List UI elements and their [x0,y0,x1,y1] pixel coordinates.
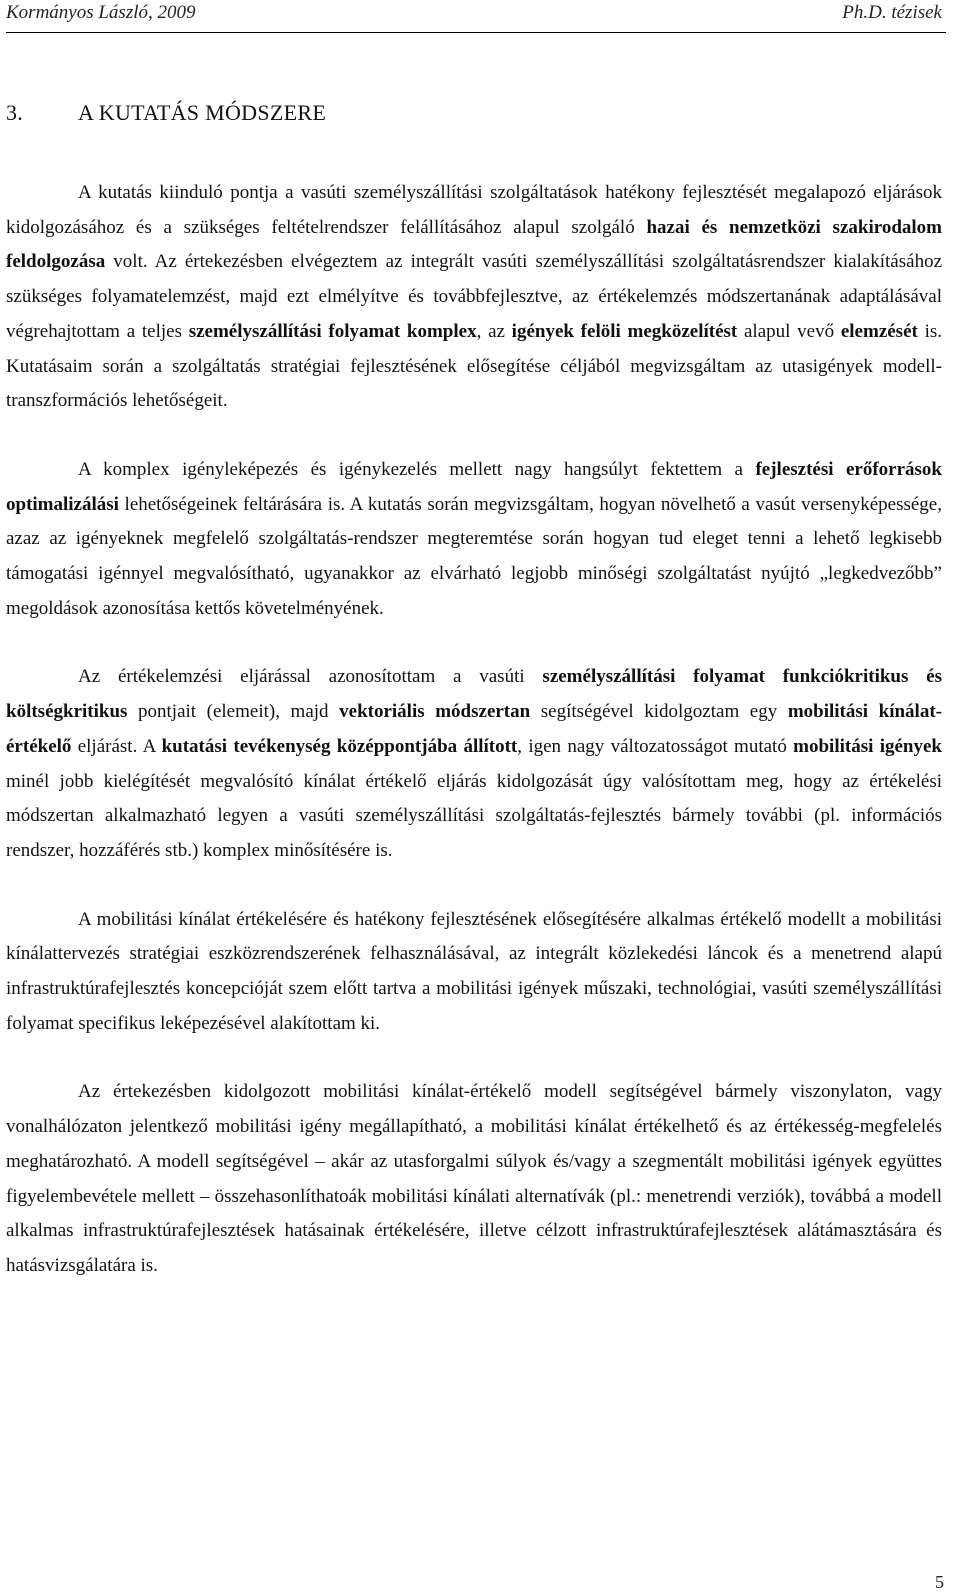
bold-text-run: igények felöli megközelítést [511,320,738,342]
body-text [6,176,942,1318]
bold-text-run: mobilitási igények [793,735,942,757]
text-run: Az értékelemzési eljárással azonosítottam a vasúti [78,666,543,688]
text-run: lehetőségeinek feltárására is. A kutatás során megvizsgáltam, hogyan növelhető a vasút versenyképessége, azaz az igényeknek megfelelő szolgáltatás-rendszer megteremtése során hogyan tud eleget tenni a lehető legkisebb támogatási igénnyel megvalósítható, ugyanakkor az elvárható legjobb minőségi szolgáltatást nyújtó „legkedvezőbb” megoldások azonosítása kettős követelményének. [6,493,942,619]
text-run: A komplex igényleképezés és igénykezelés mellett nagy hangsúlyt fektettem a [78,458,756,480]
text-run: , az [476,320,512,342]
paragraph [6,1075,942,1283]
paragraph [6,660,942,868]
bold-text-run: hazai és nemzetközi szakirodalom feldolgozása [6,216,942,273]
paragraph [6,903,942,1042]
text-run: Az értekezésben kidolgozott mobilitási kínálat-értékelő modell segítségével bármely viszonylaton, vagy vonalhálózaton jelentkező mobilitási igény megállapítható, a mobilitási kínálat értékelhető és az értékesség-megfelelés meghatározható. A modell segítségével – akár az utasforgalmi súlyok és/vagy a szegmentált mobilitási igények együttes figyelembevétele mellett – összehasonlíthatoák mobilitási kínálati alternatívák (pl.: menetrendi verziók), továbbá a modell alkalmas infrastruktúrafejlesztések hatásainak értékelésére, illetve célzott infrastruktúrafejlesztések alátámasztására és hatásvizsgálatára is. [6,1081,942,1276]
bold-text-run: kutatási tevékenység középpontjába állított [161,735,518,757]
text-run: volt. Az értekezésben elvégeztem az integrált vasúti személyszállítási szolgáltatásrendszer kialakításához szükséges folyamatelemzést, majd ezt elmélyítve és továbbfejlesztve, az értékelemzés módszertanának adaptálásával végrehajtottam a teljes [6,251,942,342]
page-header [6,2,946,33]
bold-text-run: elemzését [840,320,918,342]
text-run: alapul vevő [737,320,841,342]
paragraph [6,176,942,419]
text-run: , igen nagy változatosságot mutató [517,735,794,757]
section-title: A KUTATÁS MÓDSZERE [78,100,327,125]
header-author: Kormányos László, 2009 [6,2,196,23]
paragraph [6,453,942,627]
text-run: eljárást. A [71,735,162,757]
bold-text-run: fejlesztési erőforrások optimalizálási [6,458,942,515]
text-run: A kutatás kiinduló pontja a vasúti személyszállítási szolgáltatások hatékony fejlesztését megalapozó eljárások kidolgozásához és a szükséges feltételrendszer felállításához alapul szolgáló [6,182,942,238]
page-number: 5 [935,1572,944,1592]
bold-text-run: vektoriális módszertan [339,701,531,723]
text-run: segítségével kidolgoztam egy [530,701,788,723]
bold-text-run: személyszállítási folyamat funkciókritikus és költségkritikus [6,666,942,723]
section-number: 3. [6,100,24,125]
section-heading [6,100,326,126]
header-doc-type: Ph.D. tézisek [842,2,942,23]
text-run: A mobilitási kínálat értékelésére és hatékony fejlesztésének elősegítésére alkalmas értékelő modellt a mobilitási kínálattervezés stratégiai eszközrendszerének felhasználásával, az integrált közlekedési láncok és a menetrend alapú infrastruktúrafejlesztés koncepcióját szem előtt tartva a mobilitási igények műszaki, technológiai, vasúti személyszállítási folyamat specifikus leképezésével alakítottam ki. [6,908,942,1034]
bold-text-run: mobilitási kínálat-értékelő [6,701,942,757]
bold-text-run: személyszállítási folyamat komplex [188,320,477,342]
text-run: minél jobb kielégítését megvalósító kínálat értékelő eljárás kidolgozását úgy valósítottam meg, hogy az értékelési módszertan alkalmazható legyen a vasúti személyszállítási szolgáltatás-fejlesztés bármely további (pl. információs rendszer, hozzáférés stb.) komplex minősítésére is. [6,770,942,861]
text-run: pontjait (elemeit), majd [127,701,340,723]
text-run: is. Kutatásaim során a szolgáltatás stratégiai fejlesztésének elősegítése céljából megvizsgáltam az utasigények modell-transzformációs lehetőségeit. [6,320,943,412]
